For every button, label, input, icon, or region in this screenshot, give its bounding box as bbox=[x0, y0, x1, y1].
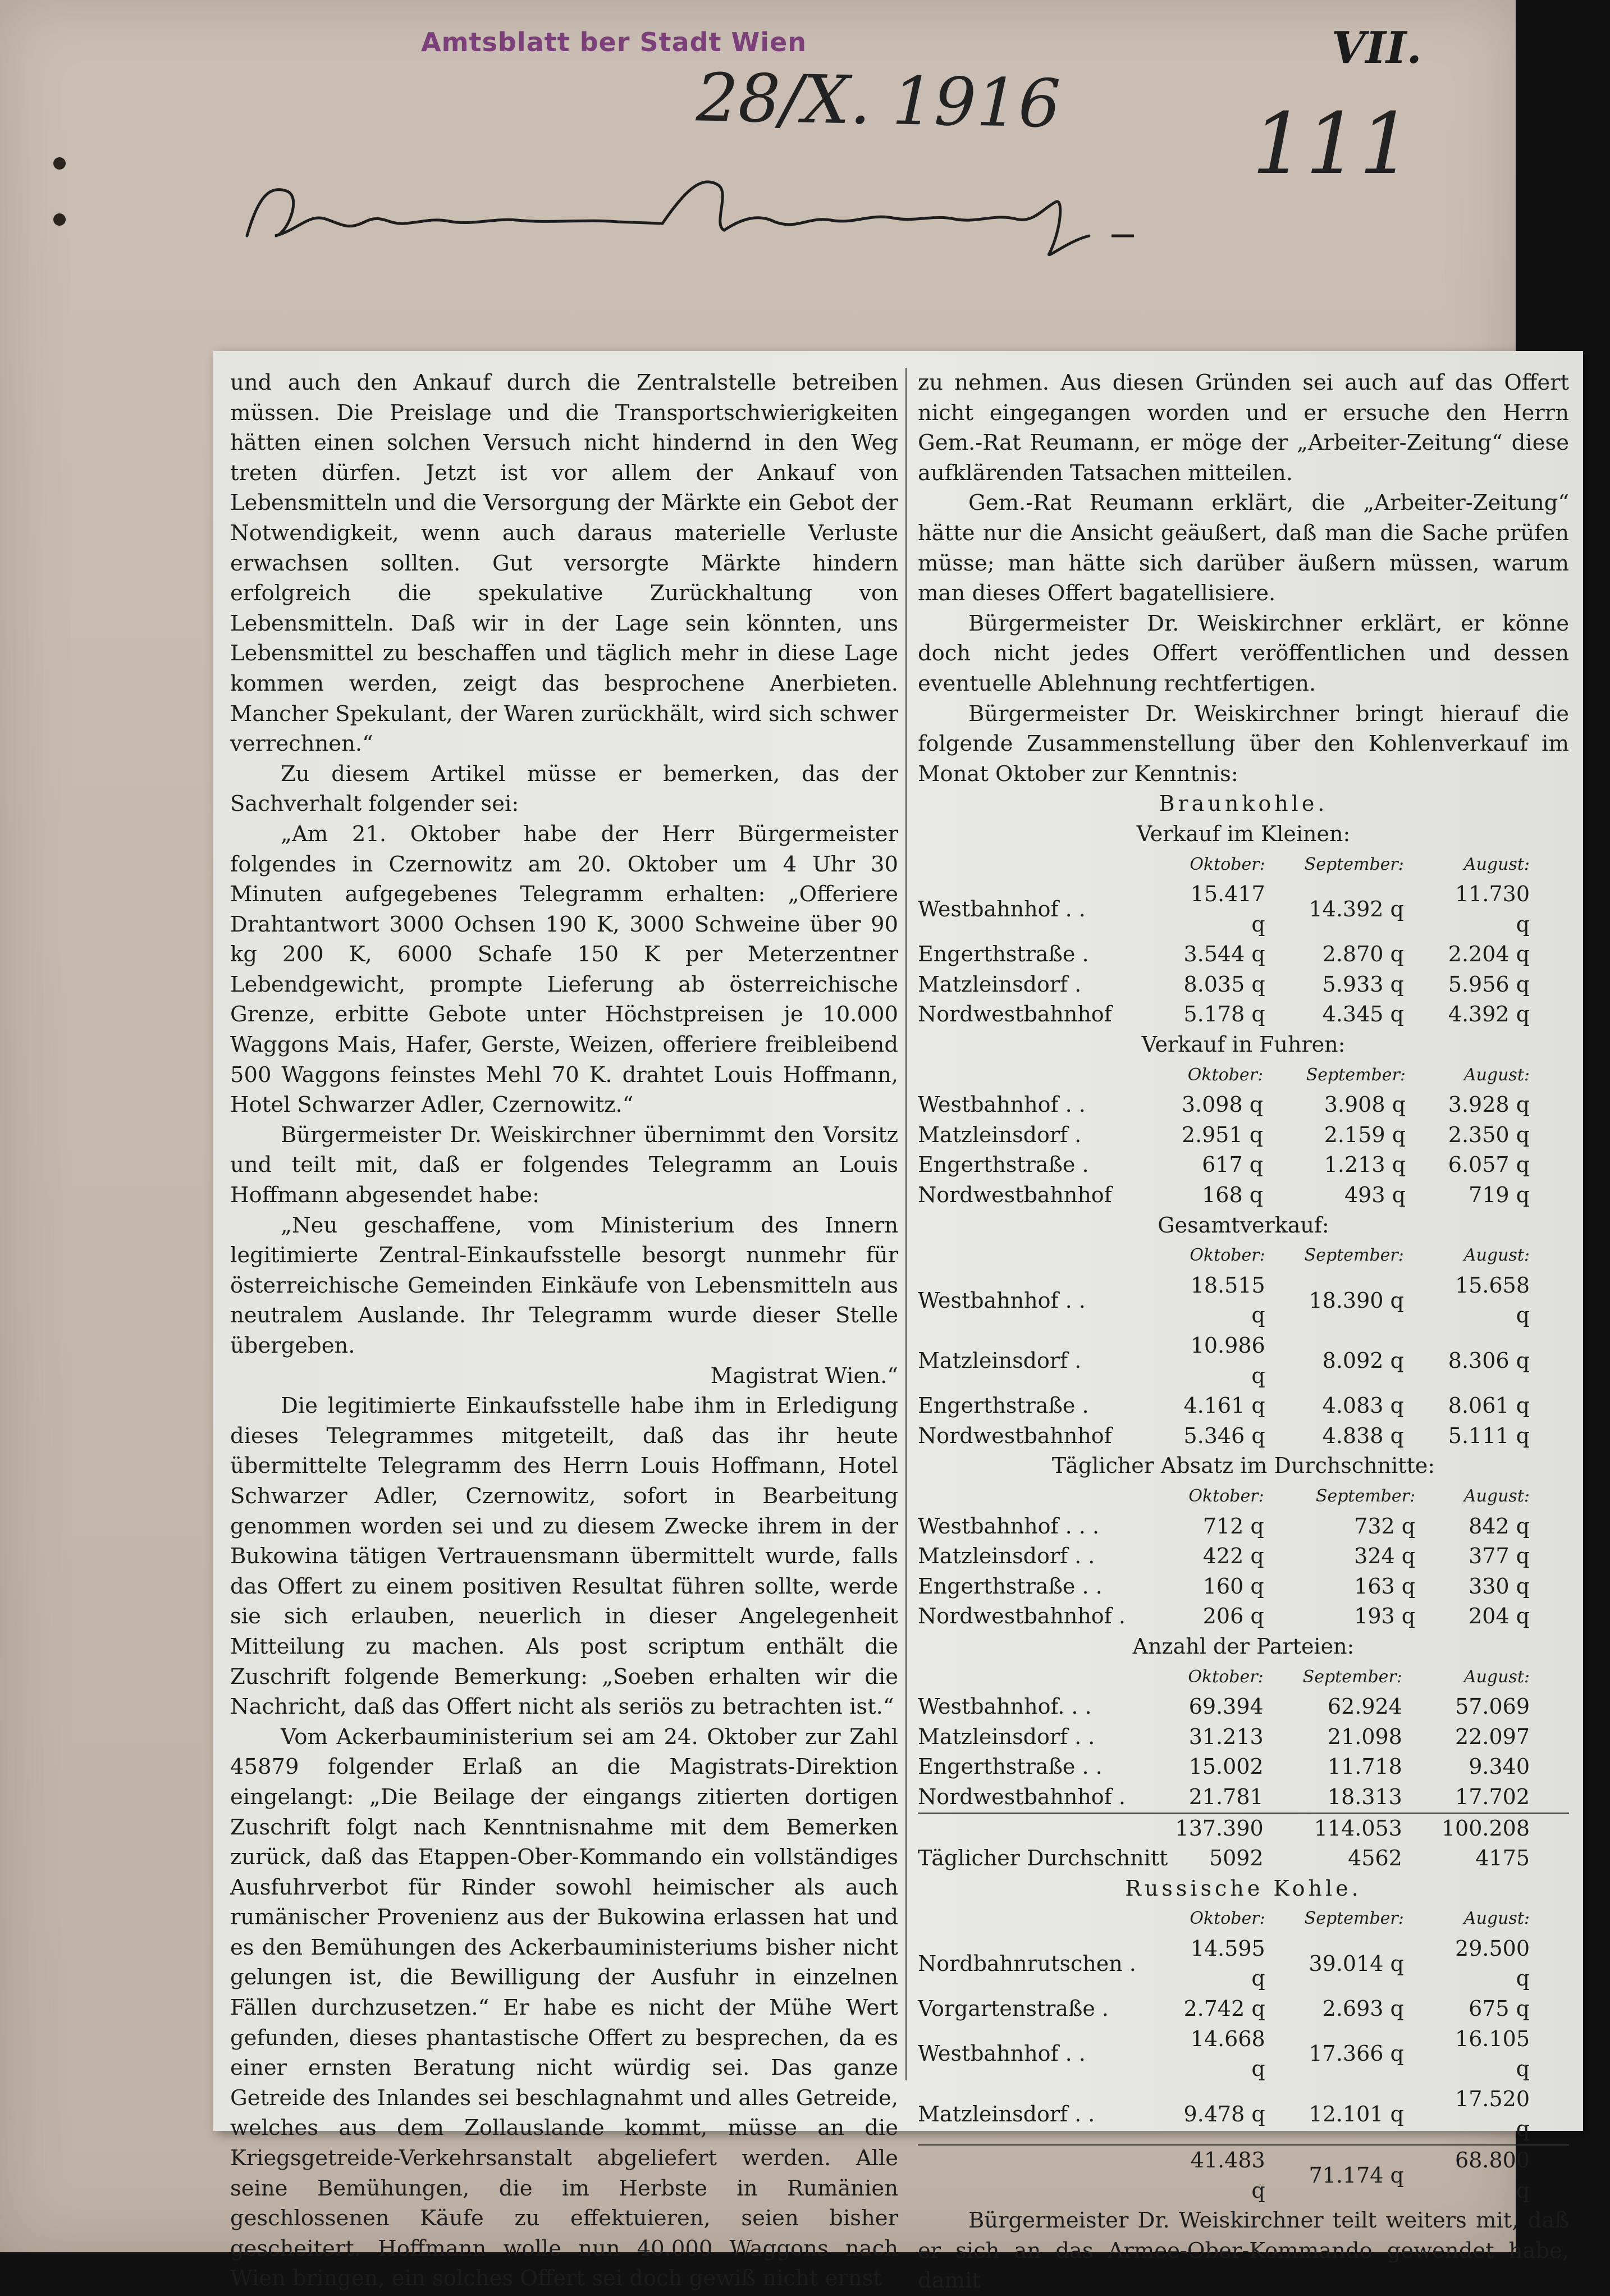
table-header: Oktober: September: August: bbox=[1190, 1909, 1530, 1929]
paragraph: Gem.-Rat Reumann erklärt, die „Arbeiter-Zeitung“ hätte nur die Ansicht geäußert, daß man die Sache prüfen müsse; man hätte sich darüber äußern müssen, warum man dieses Offert bagatellisiere. bbox=[918, 490, 1569, 606]
column-rule bbox=[905, 368, 907, 2080]
paragraph: „Am 21. Oktober habe der Herr Bürgermeister folgendes in Czernowitz am 20. Oktober um 4 Uhr 30 Minuten aufgegebenes Telegramm erhalten: „Offeriere Drahtantwort 3000 Ochsen 190 K, 3000 Schweine über 90 kg 200 K, 6000 Schafe 150 K per Meterzentner Lebendgewicht, prompte Lieferung ab österreichische Grenze, erbitte Gebote unter Höchstpreisen je 10.000 Waggons Mais, Hafer, Gerste, Weizen, offeriere freibleibend 500 Waggons feinstes Mehl 70 K. drahtet Louis Hoffmann, Hotel Schwarzer Adler, Czernowitz.“ bbox=[230, 821, 898, 1118]
table-row: Engerthstraße . . 15.002 11.718 9.340 bbox=[918, 1754, 1530, 1779]
table-row: Matzleinsdorf . 8.035 q 5.933 q 5.956 q bbox=[918, 971, 1530, 997]
coal-table bbox=[918, 1662, 1569, 1874]
paragraph: Bürgermeister Dr. Weiskirchner teilt weiters mit, daß er sich an das Armee-Ober-Kommando gewendet habe, damit bbox=[918, 2208, 1569, 2294]
table-row: Nordbahnrutschen . 14.595 q 39.014 q 29.500 q bbox=[918, 1936, 1530, 1991]
table-row: Nordwestbahnhof . 206 q 193 q 204 q bbox=[918, 1604, 1530, 1629]
section-title: Anzahl der Parteien: bbox=[1132, 1633, 1355, 1659]
paragraph: Zu diesem Artikel müsse er bemerken, das der Sachverhalt folgender sei: bbox=[230, 761, 898, 817]
newspaper-stamp: Amtsblatt ber Stadt Wien bbox=[421, 27, 807, 57]
table-row: Westbahnhof. . . 69.394 62.924 57.069 bbox=[918, 1694, 1530, 1719]
paragraph: Bürgermeister Dr. Weiskirchner erklärt, er könne doch nicht jedes Offert veröffentlichen und dessen eventuelle Ablehnung rechtfertigen. bbox=[918, 610, 1569, 696]
braunkohle-tables bbox=[918, 819, 1569, 1874]
paragraph: Bürgermeister Dr. Weiskirchner übernimmt den Vorsitz und teilt mit, daß er folgendes Telegramm an Louis Hoffmann abgesendet habe: bbox=[230, 1122, 898, 1208]
paragraph: Die legitimierte Einkaufsstelle habe ihm in Erledigung dieses Telegrammes mitgeteilt, daß das ihr heute übermittelte Telegramm des Herrn Louis Hoffmann, Hotel Schwarzer Adler, Czernowitz, sofort in Bearbeitung genommen worden sei und zu diesem Zwecke ihrem in der Bukowina tätigen Vertrauensmann übermittelt wurde, falls das Offert zu einem positiven Resultat führen sollte, werde sie sich erlauben, neuerlich in dieser Angelegenheit Mitteilung zu machen. Als post scriptum enthält die Zuschrift folgende Bemerkung: „Soeben erhalten wir die Nachricht, daß das Offert nicht als seriös zu betrachten ist.“ bbox=[230, 1393, 898, 1720]
folio-number: VII. bbox=[1332, 22, 1422, 74]
signature-line: Magistrat Wien.“ bbox=[710, 1363, 898, 1389]
table-row: Westbahnhof . . . 712 q 732 q 842 q bbox=[918, 1513, 1530, 1539]
table-row: Engerthstraße . 4.161 q 4.083 q 8.061 q bbox=[918, 1393, 1530, 1418]
total-row: 41.483 q 71.174 q 68.800 q bbox=[918, 2145, 1569, 2206]
punch-hole bbox=[53, 157, 66, 170]
right-column bbox=[918, 368, 1569, 2296]
table-row: Matzleinsdorf . . 31.213 21.098 22.097 bbox=[918, 1724, 1530, 1749]
newspaper-clipping bbox=[213, 351, 1583, 2294]
coal-table bbox=[918, 1060, 1569, 1211]
section-title: Verkauf im Kleinen: bbox=[1136, 821, 1351, 846]
table-row: Vorgartenstraße . 2.742 q 2.693 q 675 q bbox=[918, 1996, 1530, 2021]
paragraph: Bürgermeister Dr. Weiskirchner bringt hierauf die folgende Zusammenstellung über den Kohlenverkauf im Monat Oktober zur Kenntnis: bbox=[918, 701, 1569, 787]
paragraph: „Neu geschaffene, vom Ministerium des Innern legitimierte Zentral-Einkaufsstelle besorgt nunmehr für österreichische Gemeinden Einkäufe von Lebensmitteln aus neutralem Auslande. Ihr Telegramm wurde dieser Stelle übergeben. bbox=[230, 1212, 898, 1358]
table-row: Engerthstraße . 3.544 q 2.870 q 2.204 q bbox=[918, 942, 1530, 967]
table-row: Matzleinsdorf . . 422 q 324 q 377 q bbox=[918, 1544, 1530, 1569]
punch-hole bbox=[53, 213, 66, 226]
left-column bbox=[230, 368, 898, 2294]
handwritten-mark: 111 bbox=[1252, 95, 1413, 193]
paragraph: zu nehmen. Aus diesen Gründen sei auch auf das Offert nicht eingegangen worden und er ersuche den Herrn Gem.-Rat Reumann, er möge der „Arbeiter-Zeitung“ diese aufklärenden Tatsachen mitteilen. bbox=[918, 370, 1569, 486]
handwritten-date: 28/X. 1916 bbox=[695, 58, 1062, 143]
coal-table bbox=[918, 1240, 1569, 1451]
table-header: Oktober: September: August: bbox=[1187, 1065, 1530, 1085]
table-row: Westbahnhof . . 18.515 q 18.390 q 15.658 q bbox=[918, 1272, 1530, 1328]
section-title: Verkauf in Fuhren: bbox=[1141, 1032, 1346, 1057]
table-row: Nordwestbahnhof . 21.781 18.313 17.702 bbox=[918, 1784, 1530, 1809]
russische-heading: Russische Kohle. bbox=[1125, 1875, 1362, 1901]
table-row: Westbahnhof . . 3.098 q 3.908 q 3.928 q bbox=[918, 1092, 1530, 1117]
table-row: Engerthstraße . 617 q 1.213 q 6.057 q bbox=[918, 1152, 1530, 1177]
table-row: Nordwestbahnhof 5.346 q 4.838 q 5.111 q bbox=[918, 1423, 1530, 1448]
braunkohle-heading: Braunkohle. bbox=[1159, 791, 1328, 816]
handwritten-heading bbox=[236, 152, 1162, 264]
table-row: Westbahnhof . . 15.417 q 14.392 q 11.730 q bbox=[918, 882, 1530, 937]
russian-coal-table bbox=[918, 1904, 1569, 2206]
section-title: Täglicher Absatz im Durchschnitte: bbox=[1051, 1453, 1435, 1478]
table-header: Oktober: September: August: bbox=[1188, 1486, 1530, 1506]
coal-table bbox=[918, 1481, 1569, 1632]
table-header: Oktober: September: August: bbox=[1188, 1667, 1530, 1687]
table-row: Matzleinsdorf . 2.951 q 2.159 q 2.350 q bbox=[918, 1122, 1530, 1147]
table-row: Engerthstraße . . 160 q 163 q 330 q bbox=[918, 1573, 1530, 1599]
section-title: Gesamtverkauf: bbox=[1158, 1212, 1329, 1238]
table-row: Westbahnhof . . 14.668 q 17.366 q 16.105 q bbox=[918, 2026, 1530, 2082]
table-row: Nordwestbahnhof 168 q 493 q 719 q bbox=[918, 1183, 1530, 1208]
paragraph: Vom Ackerbauministerium sei am 24. Oktober zur Zahl 45879 folgender Erlaß an die Magistrats-Direktion eingelangt: „Die Beilage der eingangs zitierten dortigen Zuschrift folgt nach Kenntnisnahme mit dem Bemerken zurück, daß das Etappen-Ober-Kommando ein vollständiges Ausfuhrverbot für Rinder sowohl heimischer als auch rumänischer Provenienz aus der Bukowina erlassen hat und es den Bemühungen des Ackerbauministeriums bisher nicht gelungen ist, die Bewilligung der Ausfuhr in einzelnen Fällen durchzusetzen.“ Er habe es nicht der Mühe Wert gefunden, dieses phantastische Offert zu besprechen, da es einer ernsten Beratung nicht würdig sei. Das ganze Getreide des Inlandes sei beschlagnahmt und alles Getreide, welches aus dem Zollauslande kommt, müsse an die Kriegsgetreide-Verkehrsanstalt abgeliefert werden. Alle seine Bemühungen, die im Herbste in Rumänien geschlossenen Käufe zu effektuieren, seien bisher gescheitert. Hoffmann wolle nun 40.000 Waggons nach Wien bringen, ein solches Offert sei doch gewiß nicht ernst bbox=[230, 1724, 898, 2292]
table-header: Oktober: September: August: bbox=[1190, 1245, 1530, 1266]
coal-table bbox=[918, 850, 1569, 1030]
daily-average-row: Täglicher Durchschnitt 5092 4562 4175 bbox=[918, 1846, 1530, 1871]
table-row: Matzleinsdorf . . 9.478 q 12.101 q 17.520 q bbox=[918, 2086, 1530, 2142]
table-header: Oktober: September: August: bbox=[1190, 854, 1530, 874]
total-row: 137.390 114.053 100.208 bbox=[918, 1813, 1569, 1844]
table-row: Nordwestbahnhof 5.178 q 4.345 q 4.392 q bbox=[918, 1002, 1530, 1027]
paragraph: und auch den Ankauf durch die Zentralstelle betreiben müssen. Die Preislage und die Transportschwierigkeiten hätten einen solchen Versuch nicht hindernd in den Weg treten dürfen. Jetzt ist vor allem der Ankauf von Lebensmitteln und die Versorgung der Märkte ein Gebot der Notwendigkeit, wenn auch daraus materielle Verluste erwachsen sollten. Gut versorgte Märkte hindern erfolgreich die spekulative Zurückhaltung von Lebensmitteln. Daß wir in der Lage sein könnten, uns Lebensmittel zu beschaffen und täglich mehr in diese Lage kommen werden, zeigt das besprochene Anerbieten. Mancher Spekulant, der Waren zurückhält, wird sich schwer verrechnen.“ bbox=[230, 370, 898, 757]
table-row: Matzleinsdorf . 10.986 q 8.092 q 8.306 q bbox=[918, 1333, 1530, 1388]
